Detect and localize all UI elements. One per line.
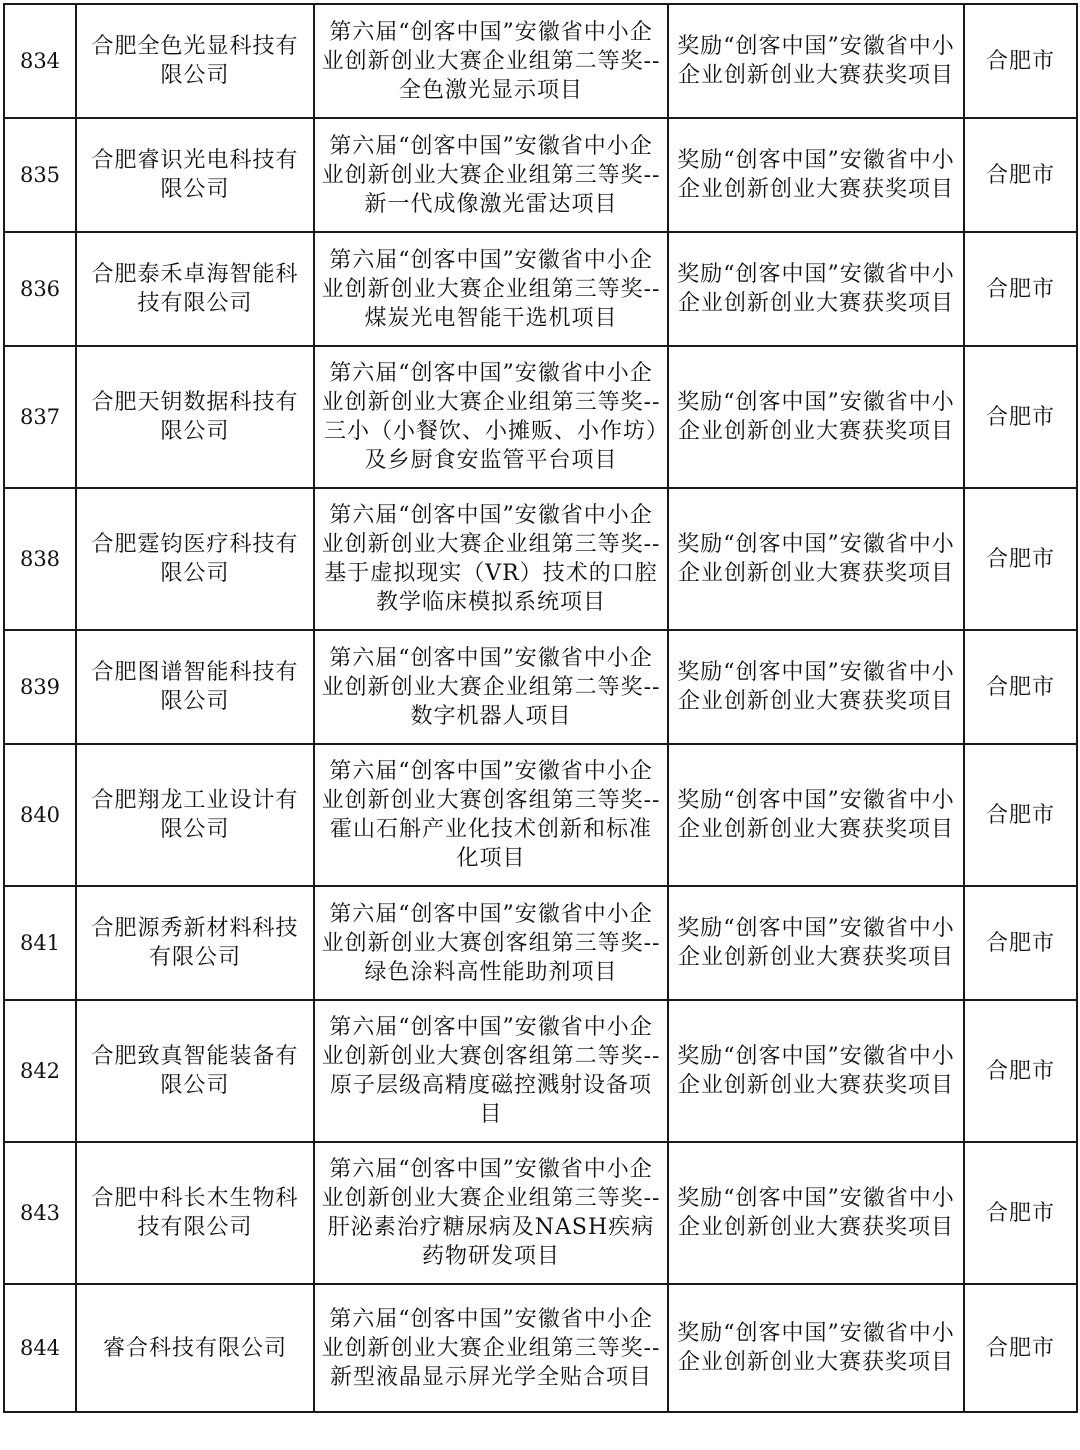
table-row [4, 630, 1077, 744]
company-name: 睿合科技有限公司 [76, 1284, 314, 1412]
award-table [3, 3, 1078, 1413]
award-basis: 奖励“创客中国”安徽省中小企业创新创业大赛获奖项目 [668, 232, 964, 346]
row-number: 840 [4, 744, 76, 886]
city-name: 合肥市 [964, 1142, 1077, 1284]
company-name: 合肥图谱智能科技有限公司 [76, 630, 314, 744]
table-row [4, 1000, 1077, 1142]
award-basis: 奖励“创客中国”安徽省中小企业创新创业大赛获奖项目 [668, 630, 964, 744]
award-basis: 奖励“创客中国”安徽省中小企业创新创业大赛获奖项目 [668, 744, 964, 886]
row-number: 843 [4, 1142, 76, 1284]
project-description: 第六届“创客中国”安徽省中小企业创新创业大赛创客组第三等奖--霍山石斛产业化技术创新和标准化项目 [314, 744, 668, 886]
row-number: 841 [4, 886, 76, 1000]
company-name: 合肥致真智能装备有限公司 [76, 1000, 314, 1142]
company-name: 合肥泰禾卓海智能科技有限公司 [76, 232, 314, 346]
project-description: 第六届“创客中国”安徽省中小企业创新创业大赛创客组第二等奖--原子层级高精度磁控溅射设备项目 [314, 1000, 668, 1142]
table-row [4, 232, 1077, 346]
company-name: 合肥全色光显科技有限公司 [76, 4, 314, 118]
table-row [4, 744, 1077, 886]
row-number: 835 [4, 118, 76, 232]
company-name: 合肥天钥数据科技有限公司 [76, 346, 314, 488]
city-name: 合肥市 [964, 118, 1077, 232]
company-name: 合肥霆钧医疗科技有限公司 [76, 488, 314, 630]
city-name: 合肥市 [964, 744, 1077, 886]
project-description: 第六届“创客中国”安徽省中小企业创新创业大赛企业组第二等奖--全色激光显示项目 [314, 4, 668, 118]
table-row [4, 488, 1077, 630]
company-name: 合肥中科长木生物科技有限公司 [76, 1142, 314, 1284]
table-row [4, 4, 1077, 118]
table-row [4, 1284, 1077, 1412]
row-number: 838 [4, 488, 76, 630]
row-number: 836 [4, 232, 76, 346]
city-name: 合肥市 [964, 232, 1077, 346]
project-description: 第六届“创客中国”安徽省中小企业创新创业大赛企业组第三等奖--新型液晶显示屏光学全贴合项目 [314, 1284, 668, 1412]
project-description: 第六届“创客中国”安徽省中小企业创新创业大赛企业组第三等奖--新一代成像激光雷达项目 [314, 118, 668, 232]
project-description: 第六届“创客中国”安徽省中小企业创新创业大赛创客组第三等奖--绿色涂料高性能助剂项目 [314, 886, 668, 1000]
company-name: 合肥源秀新材料科技有限公司 [76, 886, 314, 1000]
table-row [4, 346, 1077, 488]
award-basis: 奖励“创客中国”安徽省中小企业创新创业大赛获奖项目 [668, 4, 964, 118]
table-row [4, 118, 1077, 232]
award-basis: 奖励“创客中国”安徽省中小企业创新创业大赛获奖项目 [668, 1000, 964, 1142]
table-row [4, 886, 1077, 1000]
city-name: 合肥市 [964, 4, 1077, 118]
company-name: 合肥睿识光电科技有限公司 [76, 118, 314, 232]
project-description: 第六届“创客中国”安徽省中小企业创新创业大赛企业组第三等奖--煤炭光电智能干选机项目 [314, 232, 668, 346]
award-basis: 奖励“创客中国”安徽省中小企业创新创业大赛获奖项目 [668, 488, 964, 630]
city-name: 合肥市 [964, 630, 1077, 744]
project-description: 第六届“创客中国”安徽省中小企业创新创业大赛企业组第三等奖--基于虚拟现实（VR）技术的口腔教学临床模拟系统项目 [314, 488, 668, 630]
project-description: 第六届“创客中国”安徽省中小企业创新创业大赛企业组第二等奖--数字机器人项目 [314, 630, 668, 744]
award-table-body [4, 4, 1077, 1412]
award-basis: 奖励“创客中国”安徽省中小企业创新创业大赛获奖项目 [668, 1142, 964, 1284]
award-basis: 奖励“创客中国”安徽省中小企业创新创业大赛获奖项目 [668, 118, 964, 232]
city-name: 合肥市 [964, 886, 1077, 1000]
row-number: 834 [4, 4, 76, 118]
award-basis: 奖励“创客中国”安徽省中小企业创新创业大赛获奖项目 [668, 346, 964, 488]
table-row [4, 1142, 1077, 1284]
award-basis: 奖励“创客中国”安徽省中小企业创新创业大赛获奖项目 [668, 886, 964, 1000]
row-number: 842 [4, 1000, 76, 1142]
company-name: 合肥翔龙工业设计有限公司 [76, 744, 314, 886]
city-name: 合肥市 [964, 1000, 1077, 1142]
project-description: 第六届“创客中国”安徽省中小企业创新创业大赛企业组第三等奖--三小（小餐饮、小摊贩、小作坊）及乡厨食安监管平台项目 [314, 346, 668, 488]
city-name: 合肥市 [964, 488, 1077, 630]
city-name: 合肥市 [964, 1284, 1077, 1412]
project-description: 第六届“创客中国”安徽省中小企业创新创业大赛企业组第三等奖--肝泌素治疗糖尿病及NASH疾病药物研发项目 [314, 1142, 668, 1284]
row-number: 844 [4, 1284, 76, 1412]
city-name: 合肥市 [964, 346, 1077, 488]
row-number: 839 [4, 630, 76, 744]
award-basis: 奖励“创客中国”安徽省中小企业创新创业大赛获奖项目 [668, 1284, 964, 1412]
row-number: 837 [4, 346, 76, 488]
